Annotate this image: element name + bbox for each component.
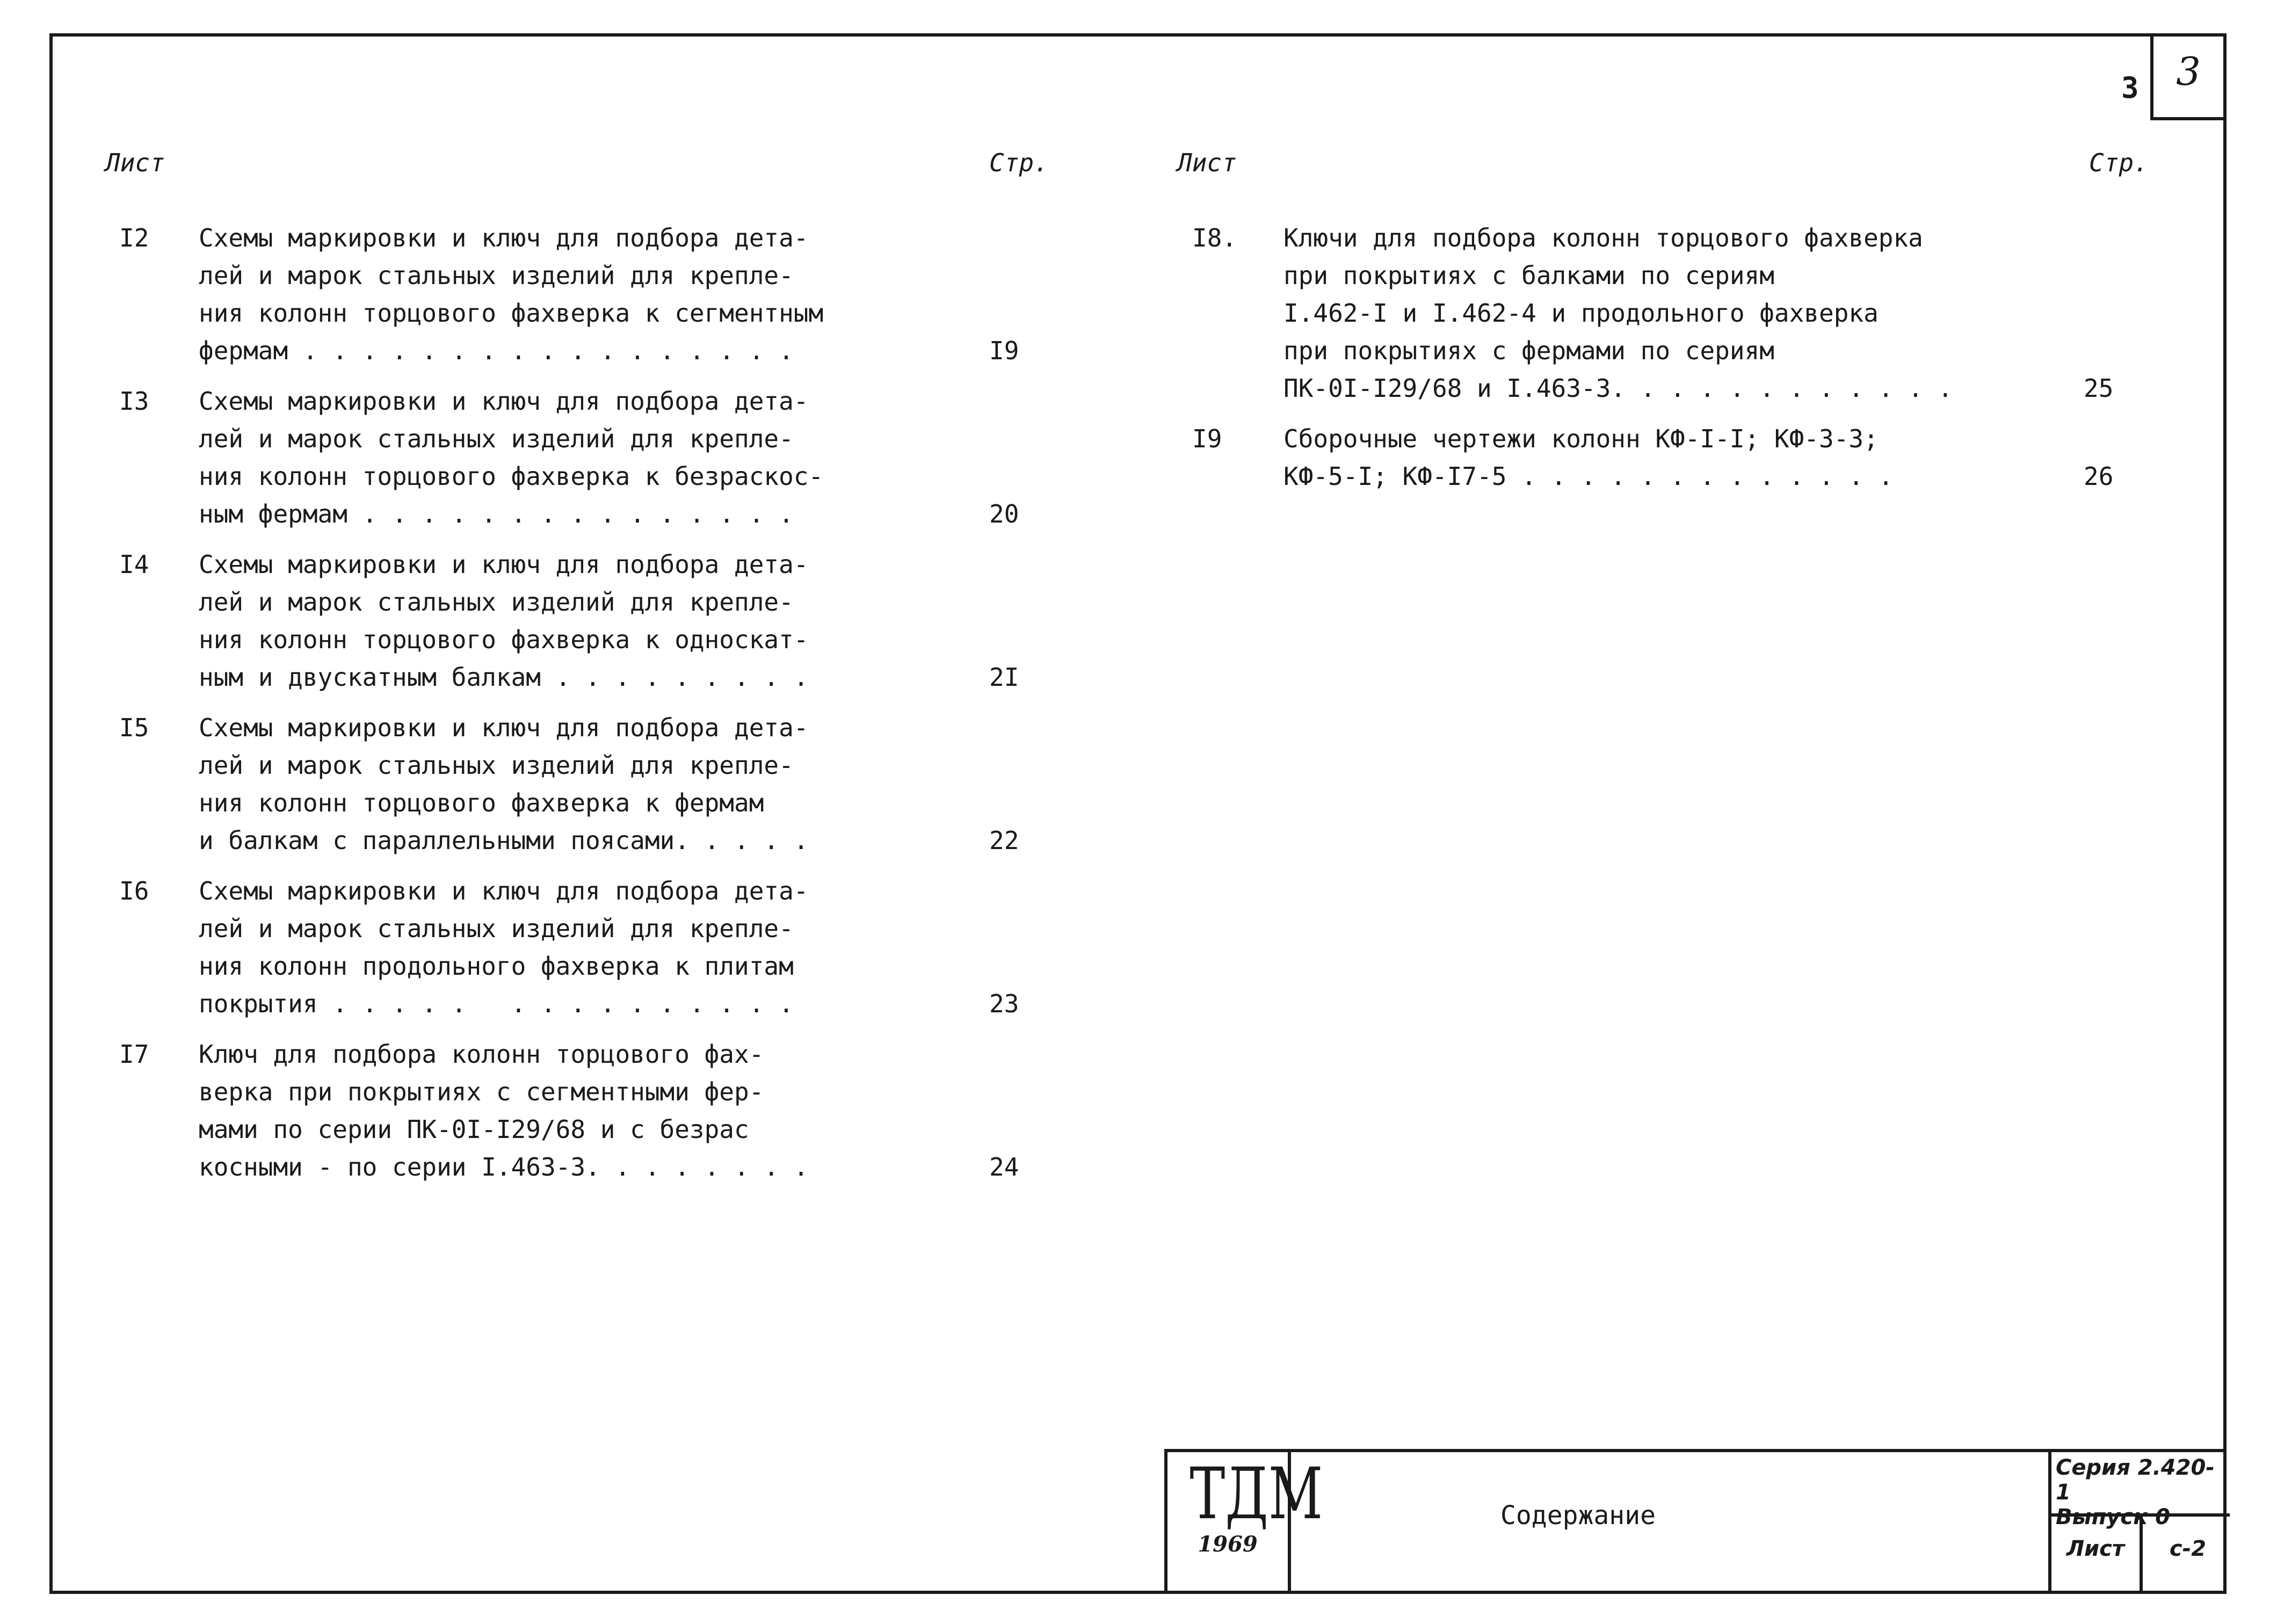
entry-text: Схемы маркировки и ключ для подбора дета- лей и марок стальных изделий для крепле- ния колонн торцового фахверка к фермам и балкам с параллельными поясами. . . . .: [199, 713, 809, 855]
entry-sheet-number: I6: [119, 876, 149, 905]
entry-sheet-number: I8.: [1192, 223, 1237, 252]
entry-text: Схемы маркировки и ключ для подбора дета- лей и марок стальных изделий для крепле- ния колонн торцового фахверка к сегментным фермам . . . . . . . . . . . . . . . . .: [199, 223, 824, 365]
logo-text: ТДМ: [1190, 1453, 1323, 1535]
entry-sheet-number: I9: [1192, 424, 1222, 453]
sheet-value: с-2: [2169, 1536, 2207, 1561]
entry-sheet-number: I5: [119, 713, 149, 742]
left-sheet-header: Лист: [105, 148, 165, 177]
right-page-header: Стр.: [2089, 148, 2149, 177]
drawing-title: Содержание: [1500, 1500, 1656, 1531]
title-block: [1164, 1449, 2227, 1594]
entry-sheet-number: I2: [119, 223, 149, 252]
entry-text: Схемы маркировки и ключ для подбора дета- лей и марок стальных изделий для крепле- ния колонн торцового фахверка к безраскос- ным фермам . . . . . . . . . . . . . . .: [199, 387, 824, 528]
entry-sheet-number: I7: [119, 1040, 149, 1069]
series-box: [2048, 1452, 2230, 1594]
entry-page: 20: [989, 499, 1019, 528]
entry-sheet-number: I4: [119, 550, 149, 579]
sheet-number-box: 3: [2150, 37, 2223, 120]
sheet-number-stamp: 3: [2121, 71, 2139, 105]
tdm-logo: [1167, 1452, 1323, 1594]
entry-text: Ключи для подбора колонн торцового фахверка при покрытиях с балками по сериям I.462-I и I.462-4 и продольного фахверка при покрытиях с фермами по сериям ПК-0I-I29/68 и I.463-3. . . . . . . . . . . .: [1283, 223, 1953, 403]
left-page-header: Стр.: [989, 148, 1049, 177]
entry-page: I9: [989, 336, 1019, 365]
entry-text: Ключ для подбора колонн торцового фах- верка при покрытиях с сегментными фер- мами по серии ПК-0I-I29/68 и с безрас косными - по серии I.463-3. . . . . . . .: [199, 1040, 809, 1181]
entry-text: Схемы маркировки и ключ для подбора дета- лей и марок стальных изделий для крепле- ния колонн торцового фахверка к односкат- ным и двускатным балкам . . . . . . . . .: [199, 550, 809, 692]
entry-page: 22: [989, 826, 1019, 855]
entry-page: 24: [989, 1152, 1019, 1181]
entry-text: Схемы маркировки и ключ для подбора дета- лей и марок стальных изделий для крепле- ния колонн продольного фахверка к плитам покрытия . . . . . . . . . . . . . . .: [199, 876, 809, 1018]
series-info: [2051, 1452, 2230, 1529]
series-label: Серия 2.420-1: [2056, 1455, 2215, 1505]
entry-sheet-number: I3: [119, 387, 149, 416]
right-sheet-header: Лист: [1177, 148, 1237, 177]
entry-page: 23: [989, 989, 1019, 1018]
entry-page: 26: [2084, 462, 2114, 491]
logo-year: 1969: [1198, 1532, 1258, 1557]
sheet-label: Лист: [2051, 1517, 2143, 1594]
entry-page: 2I: [989, 663, 1019, 692]
entry-text: Сборочные чертежи колонн КФ-I-I; КФ-3-3; КФ-5-I; КФ-I7-5 . . . . . . . . . . . . .: [1283, 424, 1894, 491]
entry-page: 25: [2084, 374, 2114, 403]
issue-label: Выпуск 0: [2056, 1505, 2170, 1529]
